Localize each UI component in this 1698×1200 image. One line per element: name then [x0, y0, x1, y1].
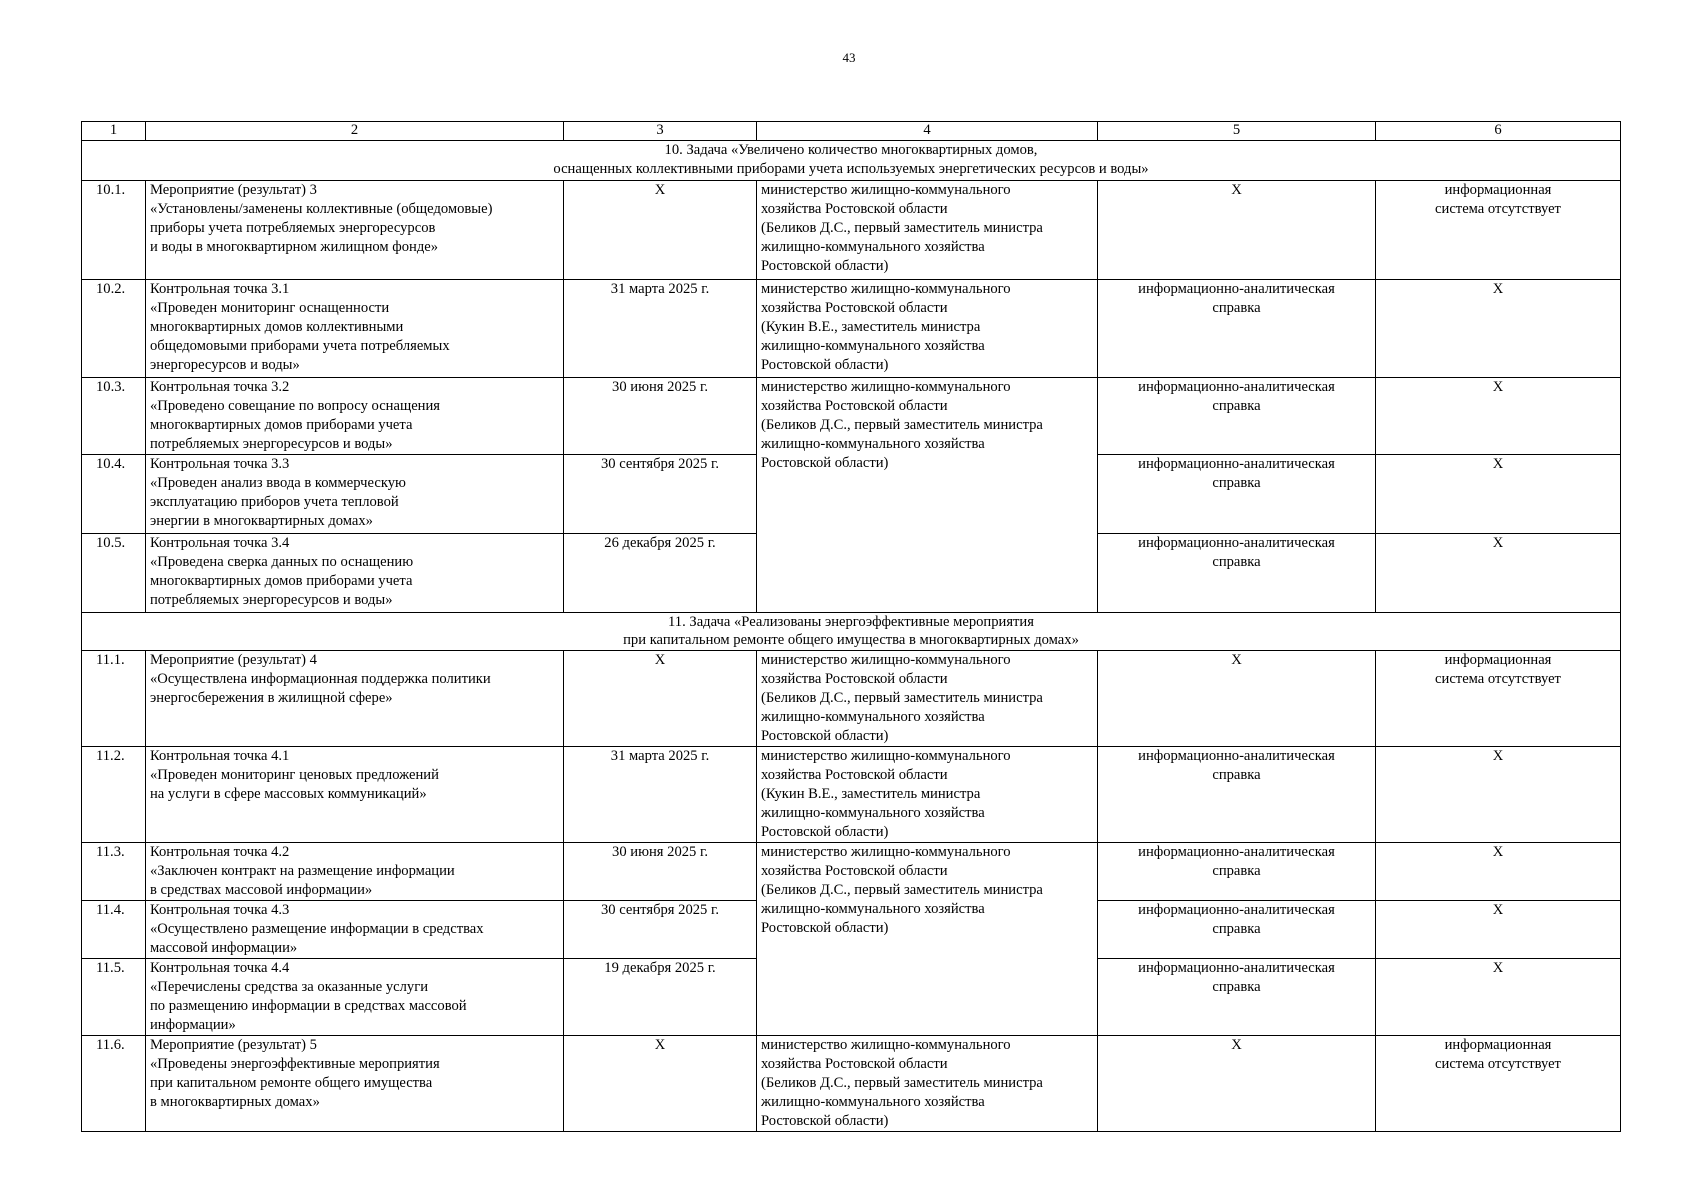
- deadline: 30 сентября 2025 г.: [564, 455, 757, 534]
- responsible: министерство жилищно-коммунального хозяйства Ростовской области (Беликов Д.С., первый заместитель министра жилищно-коммунального хозяйства Ростовской области): [757, 843, 1098, 1036]
- confirming-document: информационно-аналитическая справка: [1098, 280, 1376, 378]
- information-system: X: [1376, 280, 1621, 378]
- row-number: 10.1.: [82, 181, 146, 280]
- information-system: X: [1376, 534, 1621, 613]
- information-system: X: [1376, 959, 1621, 1036]
- event-name: Контрольная точка 3.1 «Проведен мониторинг оснащенности многоквартирных домов коллективными общедомовыми приборами учета потребляемых энергоресурсов и воды»: [146, 280, 564, 378]
- table-row: [82, 181, 1621, 280]
- information-system: X: [1376, 378, 1621, 455]
- responsible: министерство жилищно-коммунального хозяйства Ростовской области (Беликов Д.С., первый заместитель министра жилищно-коммунального хозяйства Ростовской области): [757, 378, 1098, 613]
- event-name: Контрольная точка 4.1 «Проведен мониторинг ценовых предложений на услуги в сфере массовых коммуникаций»: [146, 747, 564, 843]
- responsible: министерство жилищно-коммунального хозяйства Ростовской области (Кукин В.Е., заместитель министра жилищно-коммунального хозяйства Ростовской области): [757, 280, 1098, 378]
- event-name: Мероприятие (результат) 5 «Проведены энергоэффективные мероприятия при капитальном ремонте общего имущества в многоквартирных домах»: [146, 1036, 564, 1132]
- row-number: 11.5.: [82, 959, 146, 1036]
- responsible: министерство жилищно-коммунального хозяйства Ростовской области (Беликов Д.С., первый заместитель министра жилищно-коммунального хозяйства Ростовской области): [757, 1036, 1098, 1132]
- column-number: 5: [1098, 122, 1376, 141]
- event-name: Контрольная точка 3.4 «Проведена сверка данных по оснащению многоквартирных домов приборами учета потребляемых энергоресурсов и воды»: [146, 534, 564, 613]
- responsible: министерство жилищно-коммунального хозяйства Ростовской области (Кукин В.Е., заместитель министра жилищно-коммунального хозяйства Ростовской области): [757, 747, 1098, 843]
- confirming-document: X: [1098, 1036, 1376, 1132]
- table-row: [82, 747, 1621, 843]
- deadline: X: [564, 651, 757, 747]
- column-number-row: [82, 122, 1621, 141]
- deadline: 30 июня 2025 г.: [564, 378, 757, 455]
- plan-table: [81, 121, 1621, 1132]
- confirming-document: информационно-аналитическая справка: [1098, 378, 1376, 455]
- confirming-document: информационно-аналитическая справка: [1098, 747, 1376, 843]
- task-row: [82, 141, 1621, 181]
- column-number: 2: [146, 122, 564, 141]
- row-number: 10.3.: [82, 378, 146, 455]
- event-name: Мероприятие (результат) 4 «Осуществлена информационная поддержка политики энергосбережения в жилищной сфере»: [146, 651, 564, 747]
- confirming-document: информационно-аналитическая справка: [1098, 901, 1376, 959]
- row-number: 11.3.: [82, 843, 146, 901]
- table-row: [82, 378, 1621, 455]
- column-number: 3: [564, 122, 757, 141]
- table-row: [82, 651, 1621, 747]
- event-name: Контрольная точка 3.2 «Проведено совещание по вопросу оснащения многоквартирных домов приборами учета потребляемых энергоресурсов и воды»: [146, 378, 564, 455]
- task-row: [82, 613, 1621, 651]
- responsible: министерство жилищно-коммунального хозяйства Ростовской области (Беликов Д.С., первый заместитель министра жилищно-коммунального хозяйства Ростовской области): [757, 181, 1098, 280]
- deadline: 19 декабря 2025 г.: [564, 959, 757, 1036]
- confirming-document: информационно-аналитическая справка: [1098, 534, 1376, 613]
- deadline: 30 сентября 2025 г.: [564, 901, 757, 959]
- information-system: X: [1376, 843, 1621, 901]
- information-system: информационная система отсутствует: [1376, 651, 1621, 747]
- responsible: министерство жилищно-коммунального хозяйства Ростовской области (Беликов Д.С., первый заместитель министра жилищно-коммунального хозяйства Ростовской области): [757, 651, 1098, 747]
- row-number: 11.4.: [82, 901, 146, 959]
- deadline: 31 марта 2025 г.: [564, 280, 757, 378]
- event-name: Мероприятие (результат) 3 «Установлены/заменены коллективные (общедомовые) приборы учета потребляемых энергоресурсов и воды в многоквартирном жилищном фонде»: [146, 181, 564, 280]
- information-system: информационная система отсутствует: [1376, 1036, 1621, 1132]
- task-10-heading: 10. Задача «Увеличено количество многоквартирных домов, оснащенных коллективными приборами учета используемых энергетических ресурсов и воды»: [82, 141, 1621, 181]
- table-row: [82, 280, 1621, 378]
- event-name: Контрольная точка 3.3 «Проведен анализ ввода в коммерческую эксплуатацию приборов учета тепловой энергии в многоквартирных домах»: [146, 455, 564, 534]
- row-number: 10.5.: [82, 534, 146, 613]
- table-row: [82, 1036, 1621, 1132]
- confirming-document: X: [1098, 181, 1376, 280]
- row-number: 10.2.: [82, 280, 146, 378]
- event-name: Контрольная точка 4.3 «Осуществлено размещение информации в средствах массовой информации»: [146, 901, 564, 959]
- deadline: 30 июня 2025 г.: [564, 843, 757, 901]
- confirming-document: информационно-аналитическая справка: [1098, 455, 1376, 534]
- confirming-document: информационно-аналитическая справка: [1098, 959, 1376, 1036]
- row-number: 11.6.: [82, 1036, 146, 1132]
- information-system: X: [1376, 901, 1621, 959]
- column-number: 6: [1376, 122, 1621, 141]
- confirming-document: X: [1098, 651, 1376, 747]
- row-number: 11.1.: [82, 651, 146, 747]
- deadline: X: [564, 181, 757, 280]
- information-system: X: [1376, 747, 1621, 843]
- column-number: 1: [82, 122, 146, 141]
- column-number: 4: [757, 122, 1098, 141]
- deadline: X: [564, 1036, 757, 1132]
- event-name: Контрольная точка 4.4 «Перечислены средства за оказанные услуги по размещению информации в средствах массовой информации»: [146, 959, 564, 1036]
- information-system: X: [1376, 455, 1621, 534]
- confirming-document: информационно-аналитическая справка: [1098, 843, 1376, 901]
- row-number: 11.2.: [82, 747, 146, 843]
- table-row: [82, 843, 1621, 901]
- deadline: 26 декабря 2025 г.: [564, 534, 757, 613]
- deadline: 31 марта 2025 г.: [564, 747, 757, 843]
- page-number: 43: [842, 50, 856, 65]
- event-name: Контрольная точка 4.2 «Заключен контракт на размещение информации в средствах массовой информации»: [146, 843, 564, 901]
- task-11-heading: 11. Задача «Реализованы энергоэффективные мероприятия при капитальном ремонте общего имущества в многоквартирных домах»: [82, 613, 1621, 651]
- information-system: информационная система отсутствует: [1376, 181, 1621, 280]
- row-number: 10.4.: [82, 455, 146, 534]
